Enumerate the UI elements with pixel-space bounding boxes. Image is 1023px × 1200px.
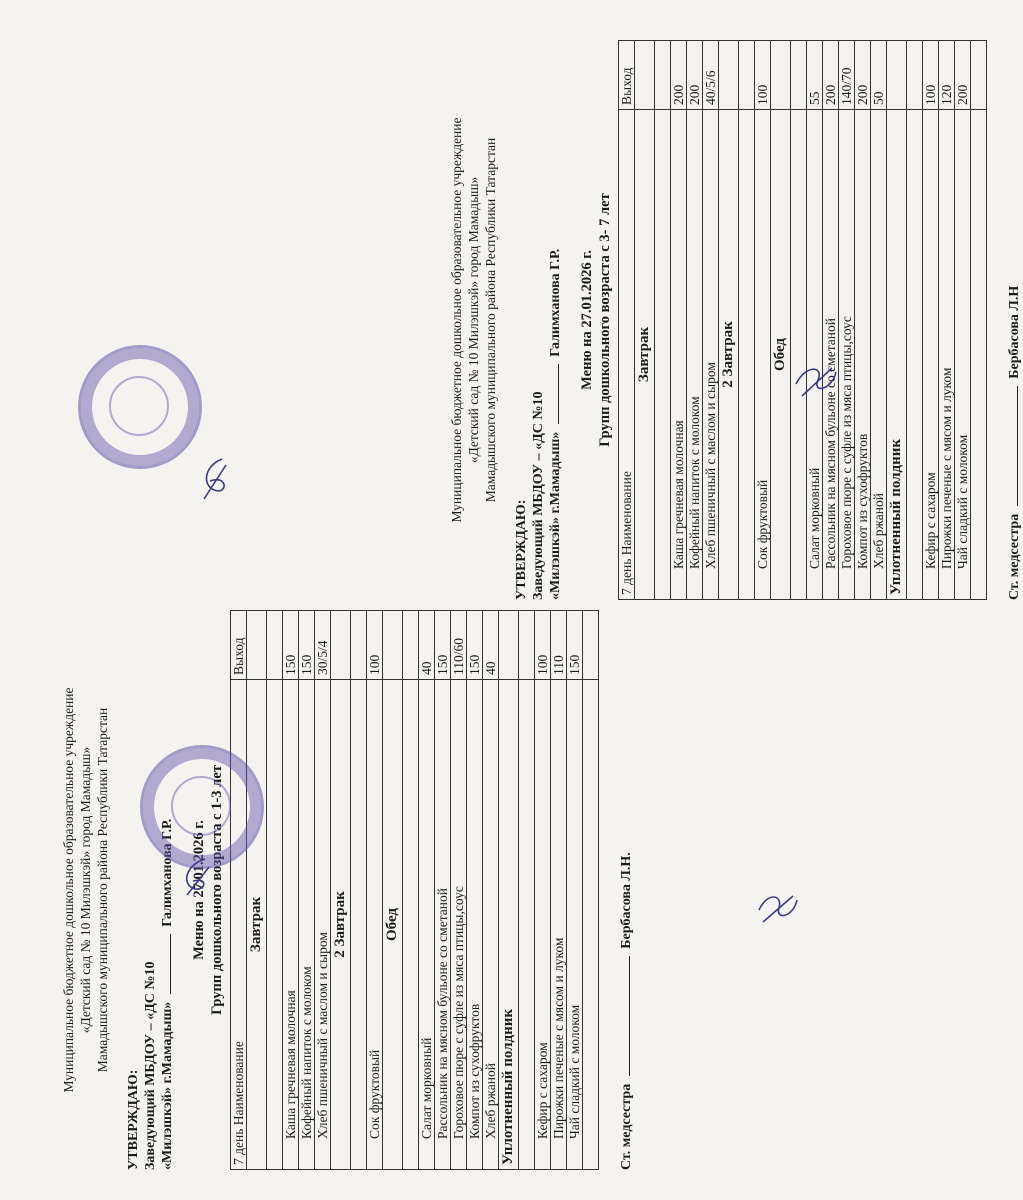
table-section-row (771, 41, 791, 600)
table-row (351, 611, 367, 1170)
footer (619, 610, 635, 1170)
dish-name: Рассольник на мясном бульоне со сметаной (823, 110, 839, 600)
menu-table (230, 610, 599, 1170)
dish-name (403, 680, 419, 1170)
table-row (939, 41, 955, 600)
dish-output: 100 (535, 611, 551, 680)
signature-line (629, 956, 630, 1076)
meal-section-title: 2 Завтрак (331, 680, 351, 1170)
dish-name: Хлеб ржаной (483, 680, 499, 1170)
table-row (567, 611, 583, 1170)
dish-name (655, 110, 671, 600)
dish-output: 200 (955, 41, 971, 110)
dish-name (739, 110, 755, 600)
dish-name: Пирожки печеные с мясом и луком (939, 110, 955, 600)
signature-line (558, 364, 559, 424)
dish-output: 200 (687, 41, 703, 110)
table-row (403, 611, 419, 1170)
approve-org: «Милэшкэй» г.Мамадыш» (160, 1001, 175, 1170)
table-row (367, 611, 383, 1170)
dish-output: 40 (419, 611, 435, 680)
dish-output (519, 611, 535, 680)
approve-label: УТВЕРЖДАЮ: (514, 499, 529, 600)
dish-name: Рассольник на мясном бульоне со сметаной (435, 680, 451, 1170)
dish-name: Кофейный напиток с молоком (687, 110, 703, 600)
table-row (315, 611, 331, 1170)
dish-output (771, 41, 791, 110)
table-row (419, 611, 435, 1170)
dish-output (971, 41, 987, 110)
dish-output: 200 (855, 41, 871, 110)
dish-output: 150 (567, 611, 583, 680)
dish-output (403, 611, 419, 680)
dish-output: 40/5/6 (703, 41, 719, 110)
dish-output: 120 (939, 41, 955, 110)
table-section-row (635, 41, 655, 600)
menu-table-body (247, 611, 599, 1170)
dish-name: Сок фруктовый (755, 110, 771, 600)
dish-output (499, 611, 519, 680)
table-row (755, 41, 771, 600)
dish-output: 100 (923, 41, 939, 110)
dish-name: Кефир с сахаром (923, 110, 939, 600)
dish-name (519, 680, 535, 1170)
dish-output: 110 (551, 611, 567, 680)
menu-table-body (635, 41, 987, 600)
dish-output: 100 (755, 41, 771, 110)
dish-name (351, 680, 367, 1170)
institution-header (448, 40, 499, 600)
dish-output (655, 41, 671, 110)
menu-table (618, 40, 987, 600)
dish-output (351, 611, 367, 680)
column-header-output: Выход (619, 41, 635, 110)
institution-line-1: Муниципальное бюджетное дошкольное образовательное учреждение (449, 117, 464, 523)
dish-name: Кофейный напиток с молоком (299, 680, 315, 1170)
dish-output: 40 (483, 611, 499, 680)
menu-title: Меню на 27.01.2026 г. (191, 820, 207, 960)
institution-line-2: «Детский сад № 10 Милэшкэй» город Мамадыш» (78, 746, 93, 1034)
meal-section-title: Обед (383, 680, 403, 1170)
dish-output: 55 (807, 41, 823, 110)
dish-output (887, 41, 907, 110)
table-row (671, 41, 687, 600)
table-row (551, 611, 567, 1170)
footer-name: Бербасова Л.Н. (619, 852, 634, 949)
dish-name: Компот из сухофруктов (855, 110, 871, 600)
institution-header (60, 610, 111, 1170)
table-row (955, 41, 971, 600)
table-row (687, 41, 703, 600)
table-row (467, 611, 483, 1170)
signature-line (170, 934, 171, 994)
dish-name: Компот из сухофруктов (467, 680, 483, 1170)
dish-output (247, 611, 267, 680)
table-row (807, 41, 823, 600)
table-row (739, 41, 755, 600)
approval-block (125, 610, 176, 1170)
dish-output: 200 (671, 41, 687, 110)
approve-name: Галимханова Г.Р. (160, 818, 175, 927)
official-seal-stamp (78, 345, 202, 469)
dish-output (331, 611, 351, 680)
table-row (535, 611, 551, 1170)
table-row (823, 41, 839, 600)
dish-name: Чай сладкий с молоком (567, 680, 583, 1170)
table-row (839, 41, 855, 600)
table-row (299, 611, 315, 1170)
dish-name (583, 680, 599, 1170)
meal-section-title: 2 Завтрак (719, 110, 739, 600)
footer-name: Бербасова Л.Н (1007, 285, 1022, 379)
institution-line-1: Муниципальное бюджетное дошкольное образовательное учреждение (61, 687, 76, 1093)
institution-line-3: Мамадышского муниципального района Республики Татарстан (483, 137, 498, 503)
meal-section-title: Обед (771, 110, 791, 600)
dish-name (791, 110, 807, 600)
dish-name: Каша гречневая молочная (671, 110, 687, 600)
group-title: Групп дошкольного возраста с 1-3 лет (209, 765, 225, 1015)
table-row (267, 611, 283, 1170)
dish-name: Сок фруктовый (367, 680, 383, 1170)
dish-output (719, 41, 739, 110)
approve-org-line (159, 610, 176, 1170)
dish-name: Салат морковный (419, 680, 435, 1170)
dish-output: 140/70 (839, 41, 855, 110)
table-header-row (619, 41, 635, 600)
table-row (583, 611, 599, 1170)
table-header-row (231, 611, 247, 1170)
dish-name: Хлеб пшеничный с маслом и сыром (315, 680, 331, 1170)
group-title: Групп дошкольного возраста с 3- 7 лет (597, 193, 613, 447)
column-header-output: Выход (231, 611, 247, 680)
table-row (871, 41, 887, 600)
footer-label: Ст. медсестра (1007, 513, 1022, 600)
table-row (483, 611, 499, 1170)
footer-label: Ст. медсестра (619, 1083, 634, 1170)
dish-output: 150 (435, 611, 451, 680)
institution-line-3: Мамадышского муниципального района Республики Татарстан (95, 707, 110, 1073)
approve-name: Галимханова Г.Р. (548, 248, 563, 357)
table-row (451, 611, 467, 1170)
dish-name: Кефир с сахаром (535, 680, 551, 1170)
dish-output: 110/60 (451, 611, 467, 680)
menu-panel-1-3 (60, 610, 634, 1170)
dish-output: 150 (299, 611, 315, 680)
dish-output (383, 611, 403, 680)
dish-output: 150 (467, 611, 483, 680)
dish-name: Салат морковный (807, 110, 823, 600)
dish-output: 50 (871, 41, 887, 110)
table-section-row (719, 41, 739, 600)
dish-output: 200 (823, 41, 839, 110)
table-section-row (887, 41, 907, 600)
dish-name: Хлеб ржаной (871, 110, 887, 600)
table-row (907, 41, 923, 600)
table-row (923, 41, 939, 600)
handwritten-signature (753, 890, 803, 930)
approval-block (513, 40, 564, 600)
table-row (971, 41, 987, 600)
dish-name: Пирожки печеные с мясом и луком (551, 680, 567, 1170)
table-row (435, 611, 451, 1170)
table-row (519, 611, 535, 1170)
meal-section-title: Завтрак (635, 110, 655, 600)
table-section-row (331, 611, 351, 1170)
meal-section-title: Завтрак (247, 680, 267, 1170)
dish-name: Чай сладкий с молоком (955, 110, 971, 600)
dish-output (791, 41, 807, 110)
column-header-name: 7 день Наименование (231, 680, 247, 1170)
dish-name: Гороховое пюре с суфле из мяса птицы,соус (451, 680, 467, 1170)
handwritten-signature (196, 455, 232, 505)
menu-panel-3-7 (448, 40, 1022, 600)
dish-output: 150 (283, 611, 299, 680)
dish-name: Каша гречневая молочная (283, 680, 299, 1170)
dish-output (907, 41, 923, 110)
table-row (791, 41, 807, 600)
approve-org-line (547, 40, 564, 600)
dish-output (739, 41, 755, 110)
table-row (283, 611, 299, 1170)
approve-label: УТВЕРЖДАЮ: (126, 1069, 141, 1170)
table-section-row (499, 611, 519, 1170)
approve-position: Заведующий МБДОУ – «ДС №10 (531, 391, 546, 600)
meal-section-title: Уплотненный полдник (887, 110, 907, 600)
dish-name (971, 110, 987, 600)
signature-line (1017, 386, 1018, 506)
dish-name: Хлеб пшеничный с маслом и сыром (703, 110, 719, 600)
table-row (855, 41, 871, 600)
dish-output: 30/5/4 (315, 611, 331, 680)
dish-output (583, 611, 599, 680)
dish-output (267, 611, 283, 680)
footer (1007, 40, 1023, 600)
dish-output (635, 41, 655, 110)
table-row (655, 41, 671, 600)
meal-section-title: Уплотненный полдник (499, 680, 519, 1170)
table-row (703, 41, 719, 600)
dish-output: 100 (367, 611, 383, 680)
approve-position: Заведующий МБДОУ – «ДС №10 (143, 961, 158, 1170)
table-section-row (247, 611, 267, 1170)
column-header-name: 7 день Наименование (619, 110, 635, 600)
table-section-row (383, 611, 403, 1170)
dish-name: Гороховое пюре с суфле из мяса птицы,соус (839, 110, 855, 600)
institution-line-2: «Детский сад № 10 Милэшкэй» город Мамадыш» (466, 176, 481, 464)
dish-name (267, 680, 283, 1170)
dish-name (907, 110, 923, 600)
approve-org: «Милэшкэй» г.Мамадыш» (548, 431, 563, 600)
menu-title: Меню на 27.01.2026 г. (579, 250, 595, 390)
